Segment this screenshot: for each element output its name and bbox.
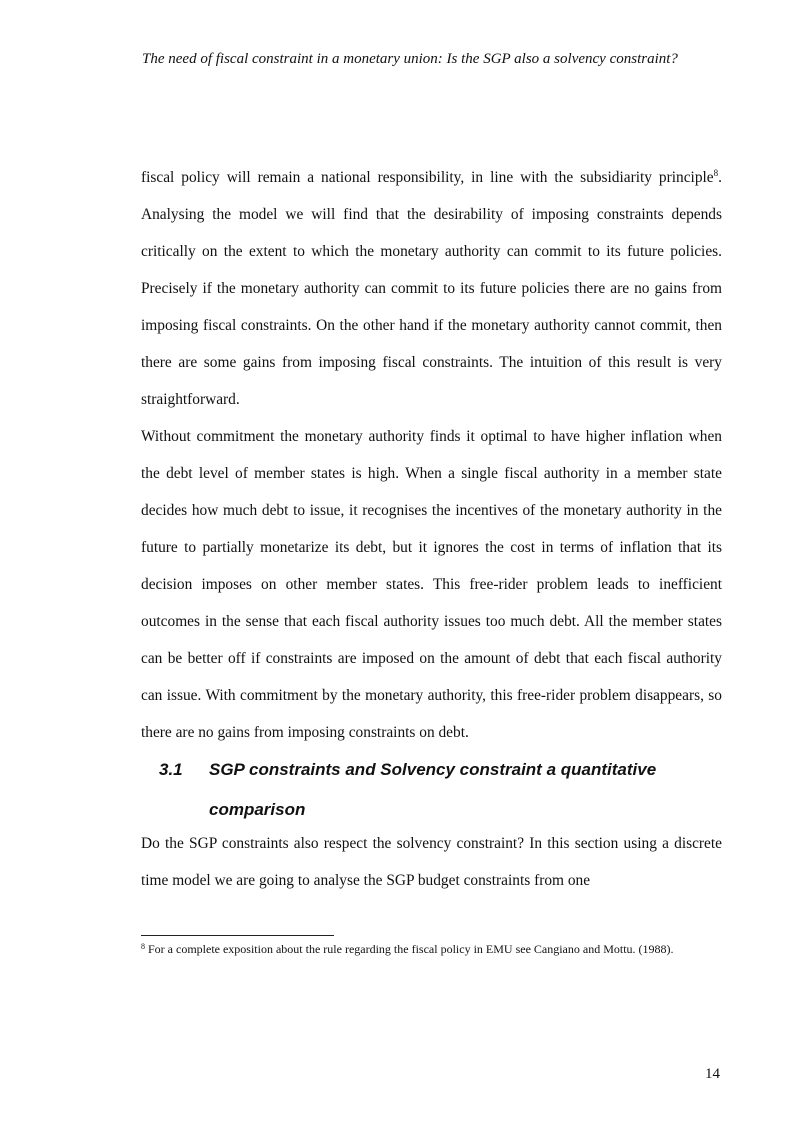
section-title-line-2: comparison (209, 800, 306, 819)
footnote-marker: 8 (141, 942, 145, 951)
running-header: The need of fiscal constraint in a monetary union: Is the SGP also a solvency constraint? (142, 51, 678, 67)
footnote-reference: 8 (713, 168, 719, 178)
paragraph-3: Do the SGP constraints also respect the solvency constraint? In this section using a discrete time model we are going to analyse the SGP budget constraints from one (141, 835, 722, 889)
footnote-divider (141, 935, 334, 936)
footnote (141, 942, 722, 957)
paragraph-1-text: fiscal policy will remain a national responsibility, in line with the subsidiarity principle (141, 169, 714, 186)
section-number: 3.1 (159, 760, 183, 779)
footnote-text: For a complete exposition about the rule regarding the fiscal policy in EMU see Cangiano and Mottu. (1988). (145, 942, 674, 956)
paragraph-1 (141, 159, 722, 418)
page-number: 14 (705, 1066, 720, 1082)
paragraph-1-text-continued: . Analysing the model we will find that the desirability of imposing constraints depends critically on the extent to which the monetary authority can commit to its future policies. Precisely if the monetary authority can commit to its future policies there are no gains from imposing fiscal constraints. On the other hand if the monetary authority cannot commit, then there are some gains from imposing fiscal constraints. The intuition of this result is very straightforward. (141, 169, 722, 408)
section-title-line-1: SGP constraints and Solvency constraint a quantitative (209, 760, 657, 779)
paragraph-2: Without commitment the monetary authority finds it optimal to have higher inflation when the debt level of member states is high. When a single fiscal authority in a member state decides how much debt to issue, it recognises the incentives of the monetary authority in the future to partially monetarize its debt, but it ignores the cost in terms of inflation that its decision imposes on other member states. This free-rider problem leads to inefficient outcomes in the sense that each fiscal authority issues too much debt. All the member states can be better off if constraints are imposed on the amount of debt that each fiscal authority can issue. With commitment by the monetary authority, this free-rider problem disappears, so there are no gains from imposing constraints on debt. (141, 428, 722, 741)
